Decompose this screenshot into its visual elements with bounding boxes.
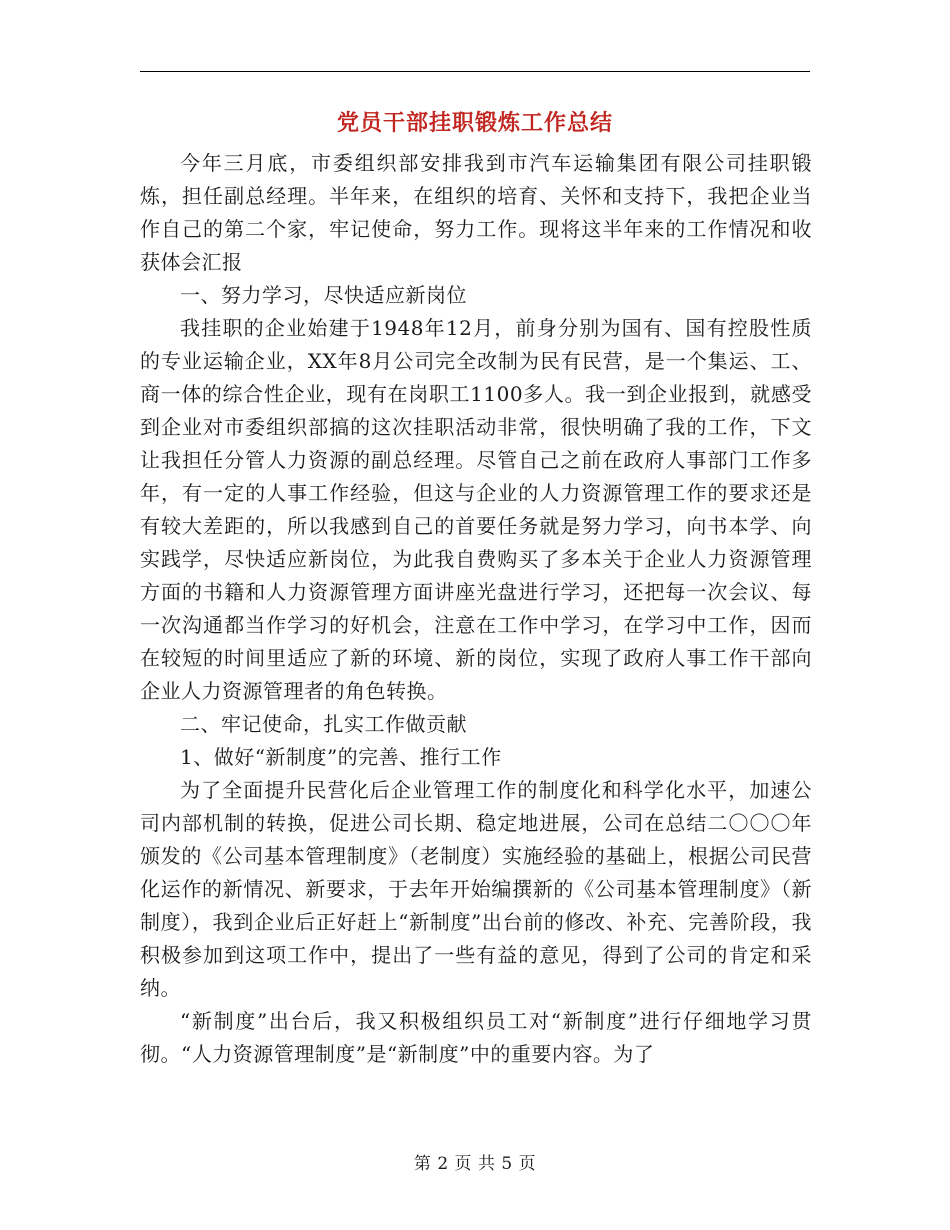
section-heading: 一、努力学习，尽快适应新岗位 xyxy=(180,283,467,307)
section-heading: 二、牢记使命，扎实工作做贡献 xyxy=(180,712,467,736)
page-number-label: 第 2 页 共 5 页 xyxy=(413,1154,537,1174)
paragraph: 我挂职的企业始建于1948年12月，前身分别为国有、国有控股性质的专业运输企业，XX年8月公司完全改制为民有民营，是一个集运、工、商一体的综合性企业，现有在岗职工1100多人。我一到企业报到，就感受到企业对市委组织部搞的这次挂职活动非常，很快明确了我的工作，下文让我担任分管人力资源的副总经理。尽管自己之前在政府人事部门工作多年，有一定的人事工作经验，但这与企业的人力资源管理工作的要求还是有较大差距的，所以我感到自己的首要任务就是努力学习，向书本学、向实践学，尽快适应新岗位，为此我自费购买了多本关于企业人力资源管理方面的书籍和人力资源管理方面讲座光盘进行学习，还把每一次会议、每一次沟通都当作学习的好机会，注意在工作中学习，在学习中工作，因而在较短的时间里适应了新的环境、新的岗位，实现了政府人事工作干部向企业人力资源管理者的角色转换。 xyxy=(140,316,812,703)
paragraph: 为了全面提升民营化后企业管理工作的制度化和科学化水平，加速公司内部机制的转换，促进公司长期、稳定地进展，公司在总结二〇〇〇年颁发的《公司基本管理制度》（老制度）实施经验的基础上，根据公司民营化运作的新情况、新要求，于去年开始编撰新的《公司基本管理制度》（新制度），我到企业后正好赶上“新制度”出台前的修改、补充、完善阶段，我积极参加到这项工作中，提出了一些有益的意见，得到了公司的肯定和采纳。 xyxy=(140,778,812,1000)
header-rule xyxy=(140,71,810,72)
subsection-heading: 1、做好“新制度”的完善、推行工作 xyxy=(180,745,502,769)
document-body xyxy=(140,147,812,1071)
document-title: 党员干部挂职锻炼工作总结 xyxy=(336,111,613,136)
paragraph: 今年三月底，市委组织部安排我到市汽车运输集团有限公司挂职锻炼，担任副总经理。半年来，在组织的培育、关怀和支持下，我把企业当作自己的第二个家，牢记使命，努力工作。现将这半年来的工作情况和收获体会汇报 xyxy=(140,151,812,274)
paragraph: “新制度”出台后，我又积极组织员工对“新制度”进行仔细地学习贯彻。“人力资源管理制度”是“新制度”中的重要内容。为了 xyxy=(140,1009,812,1066)
page-footer xyxy=(140,1152,810,1176)
